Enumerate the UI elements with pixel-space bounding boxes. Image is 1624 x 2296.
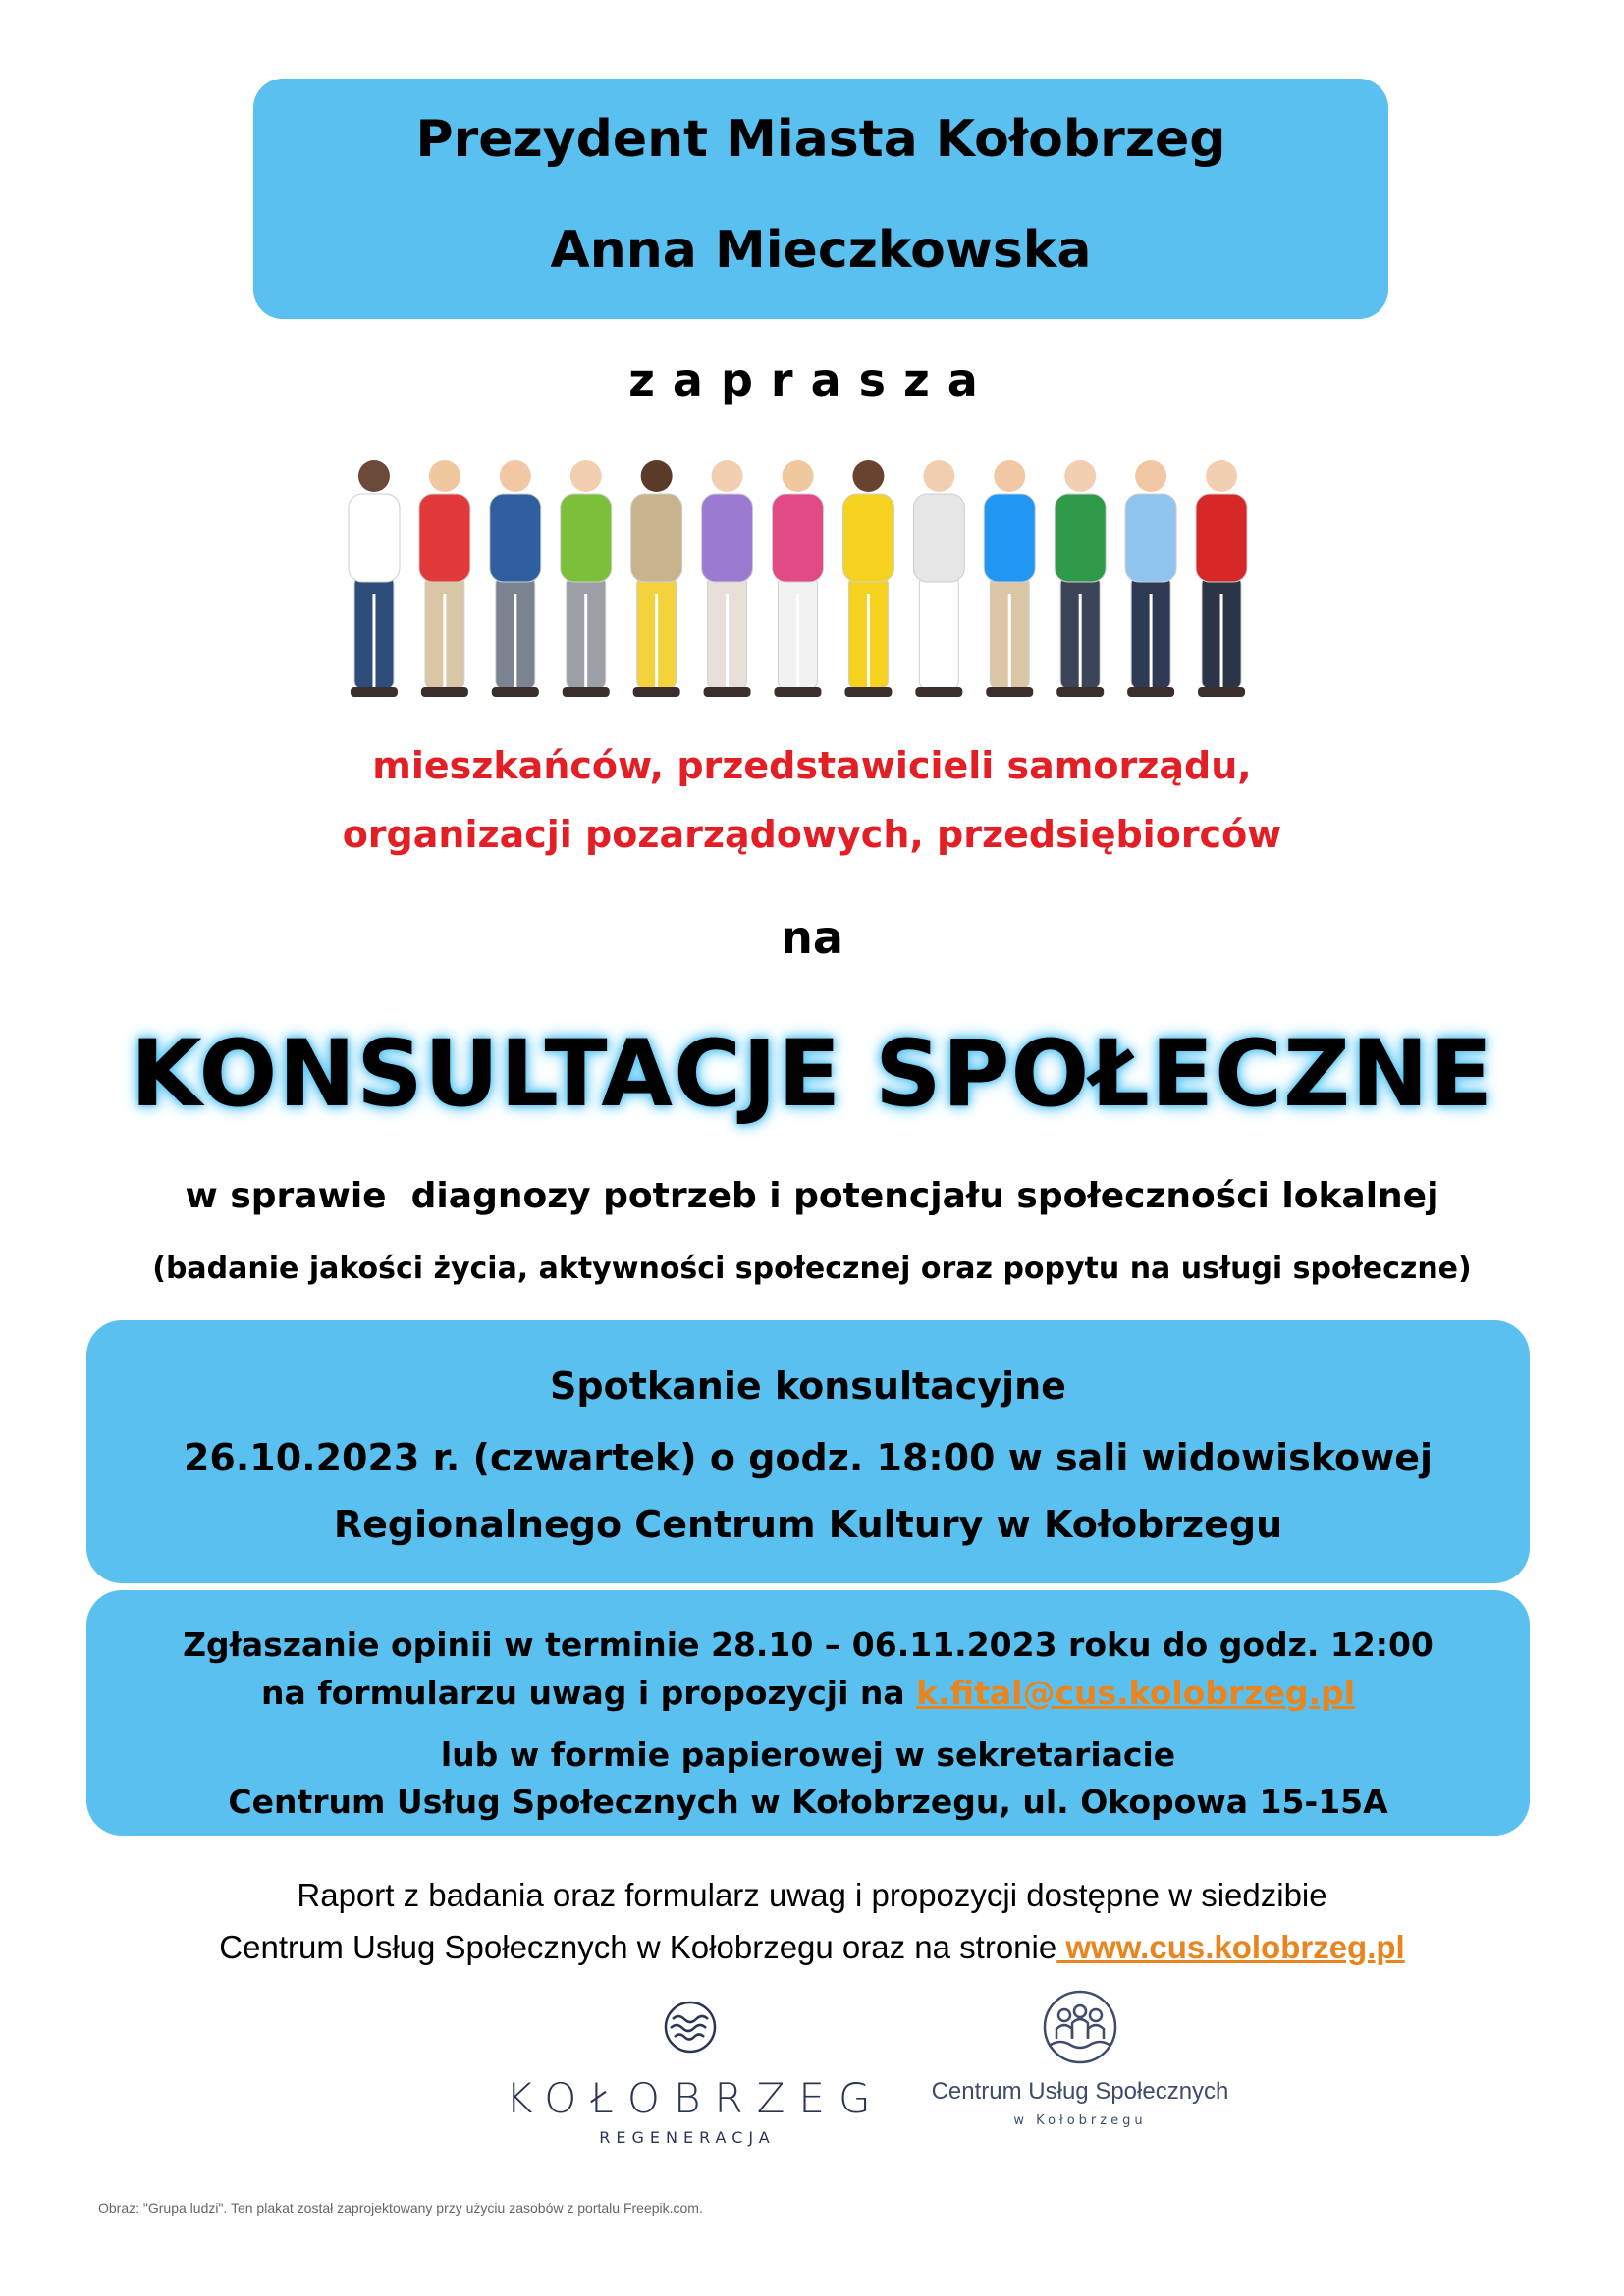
person-figure: [631, 460, 682, 697]
cus-logo-name: Centrum Usług Społecznych: [931, 2078, 1229, 2105]
subject-note: (badanie jakości życia, aktywności społecznej oraz popytu na usługi społeczne): [152, 1252, 1472, 1286]
opinions-form-text: na formularzu uwag i propozycji na: [261, 1674, 917, 1712]
person-figure: [984, 460, 1035, 697]
kolobrzeg-logo: [506, 1998, 885, 2155]
person-figure: [842, 460, 893, 697]
audience-line-2: organizacji pozarządowych, przedsiębiorców: [342, 813, 1282, 856]
people-group-illustration: [339, 447, 1257, 707]
meeting-place: Regionalnego Centrum Kultury w Kołobrzegu: [333, 1503, 1283, 1546]
cus-logo-sub: w Kołobrzegu: [1013, 2113, 1147, 2128]
na-text: na: [781, 911, 843, 964]
invites-text: zaprasza: [628, 353, 996, 406]
person-figure: [702, 460, 753, 697]
person-figure: [1196, 460, 1247, 697]
opinions-paper-line: lub w formie papierowej w sekretariacie: [440, 1735, 1176, 1774]
person-figure: [349, 460, 400, 697]
email-link[interactable]: k.fital@cus.kolobrzeg.pl: [916, 1674, 1355, 1712]
subject-text: w sprawie diagnozy potrzeb i potencjału społeczności lokalnej: [185, 1176, 1439, 1216]
audience-line-1: mieszkańców, przedstawicieli samorządu,: [372, 744, 1252, 787]
meeting-date: 26.10.2023 r. (czwartek) o godz. 18:00 w sali widowiskowej: [183, 1436, 1434, 1479]
opinions-form-line: [86, 1674, 1530, 1712]
person-figure: [913, 460, 964, 697]
header-box: [253, 79, 1388, 319]
cus-people-icon: [1041, 1988, 1119, 2066]
meeting-title: Spotkanie konsultacyjne: [550, 1364, 1066, 1408]
person-figure: [419, 460, 470, 697]
kolobrzeg-emblem-icon: [663, 1998, 718, 2056]
person-figure: [1055, 460, 1106, 697]
opinions-deadline: Zgłaszanie opinii w terminie 28.10 – 06.11.2023 roku do godz. 12:00: [183, 1626, 1434, 1664]
person-figure: [561, 460, 612, 697]
opinions-box: [86, 1590, 1530, 1836]
report-line-2: [0, 1929, 1624, 1966]
header-title: Prezydent Miasta Kołobrzeg: [415, 110, 1226, 169]
kolobrzeg-logo-name: KOŁOBRZEG: [506, 2074, 885, 2122]
opinions-address: Centrum Usług Społecznych w Kołobrzegu, ul. Okopowa 15-15A: [228, 1783, 1388, 1821]
image-credit-footnote: Obraz: "Grupa ludzi". Ten plakat został zaprojektowany przy użyciu zasobów z portalu Freepik.com.: [98, 2200, 703, 2216]
main-title: KONSULTACJE SPOŁECZNE: [130, 1021, 1494, 1128]
website-link[interactable]: www.cus.kolobrzeg.pl: [1056, 1929, 1405, 1965]
person-figure: [1125, 460, 1176, 697]
meeting-box: [86, 1320, 1530, 1583]
report-text: Centrum Usług Społecznych w Kołobrzegu oraz na stronie: [219, 1929, 1057, 1965]
kolobrzeg-logo-sub: REGENERACJA: [599, 2128, 776, 2147]
cus-logo: [918, 1988, 1242, 2155]
person-figure: [490, 460, 541, 697]
report-line-1: Raport z badania oraz formularz uwag i propozycji dostępne w siedzibie: [297, 1877, 1327, 1913]
person-figure: [773, 460, 824, 697]
header-name: Anna Mieczkowska: [550, 221, 1092, 280]
